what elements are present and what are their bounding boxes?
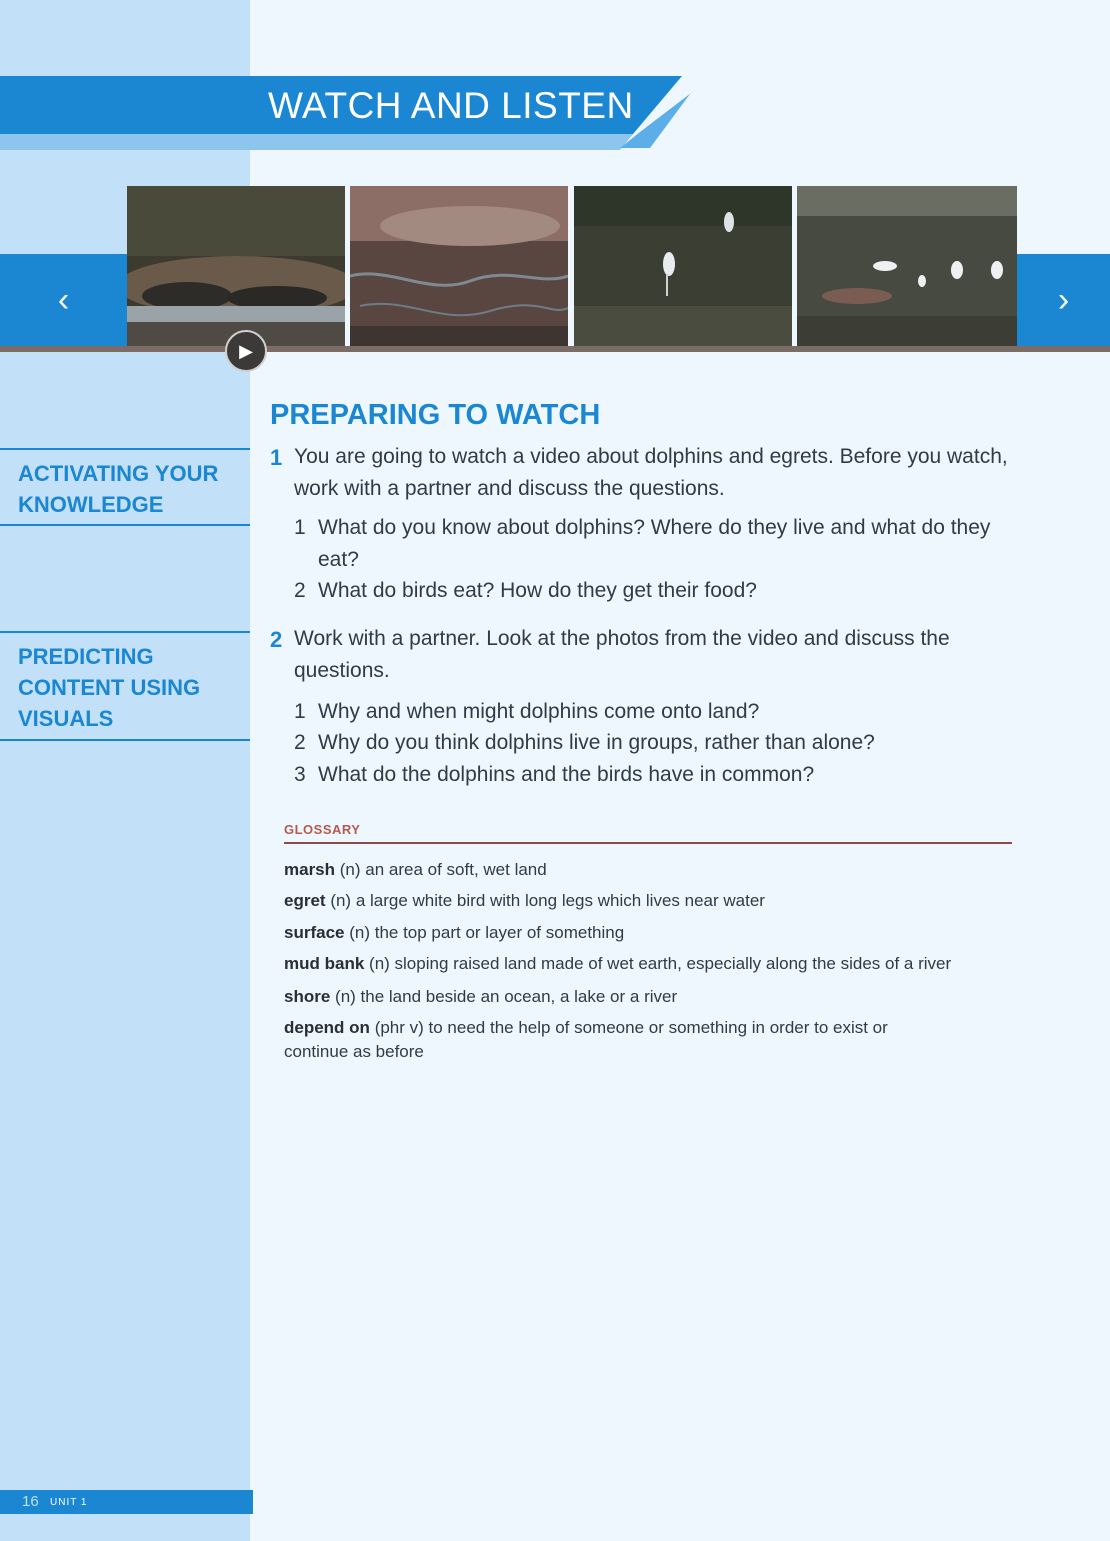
- glossary-definition: (n) sloping raised land made of wet earth, especially along the sides of a river: [369, 954, 952, 973]
- unit-label: UNIT 1: [50, 1497, 88, 1508]
- video-frame-4: [797, 186, 1017, 346]
- glossary-rule: [284, 842, 1012, 844]
- sub-question-text: Why and when might dolphins come onto land?: [318, 700, 760, 723]
- chevron-left-icon: ‹: [57, 280, 70, 319]
- sub-question-number: 2: [294, 731, 306, 754]
- sub-question-text: What do the dolphins and the birds have in common?: [318, 763, 815, 786]
- video-next-button[interactable]: [1017, 254, 1110, 346]
- glossary-title: GLOSSARY: [284, 822, 361, 837]
- glossary-definition: (n) the land beside an ocean, a lake or a river: [335, 987, 678, 1006]
- play-icon: ▶: [239, 340, 253, 361]
- glossary-term: depend on: [284, 1018, 370, 1037]
- sub-question-number: 3: [294, 763, 306, 786]
- section-heading: PREPARING TO WATCH: [270, 399, 601, 431]
- glossary-definition: (n) an area of soft, wet land: [339, 860, 547, 879]
- sidebar-label-activating: ACTIVATING YOUR KNOWLEDGE: [18, 461, 219, 517]
- glossary-entry: [284, 1016, 944, 1064]
- banner-title: WATCH AND LISTEN: [268, 85, 634, 126]
- glossary-entry: [284, 858, 1014, 882]
- sub-question-number: 2: [294, 579, 306, 602]
- chevron-right-icon: ›: [1057, 280, 1070, 319]
- sub-question-text: What do you know about dolphins? Where do they live and what do they eat?: [318, 516, 991, 571]
- question-text: Work with a partner. Look at the photos from the video and discuss the questions.: [294, 627, 950, 682]
- video-strip-rule: [0, 346, 1110, 352]
- video-frame-3: [574, 186, 792, 346]
- glossary-term: shore: [284, 987, 331, 1006]
- sidebar-label-predicting: PREDICTING CONTENT USING VISUALS: [18, 644, 201, 731]
- glossary-definition: (n) a large white bird with long legs which lives near water: [330, 891, 765, 910]
- glossary-entry: [284, 952, 1014, 976]
- glossary-entry: [284, 985, 1014, 1009]
- video-frame-1: [127, 186, 345, 346]
- video-frame-2: [350, 186, 568, 346]
- glossary-term: marsh: [284, 860, 336, 879]
- glossary-term: surface: [284, 923, 345, 942]
- glossary-term: mud bank: [284, 954, 365, 973]
- question-number: 2: [270, 627, 283, 652]
- question-text: You are going to watch a video about dolphins and egrets. Before you watch, work with a partner and discuss the questions.: [294, 445, 1008, 500]
- page-number: 16: [22, 1493, 39, 1510]
- question-number: 1: [270, 445, 283, 470]
- glossary-entry: [284, 921, 1014, 945]
- video-prev-button[interactable]: [0, 254, 127, 346]
- sub-question-text: What do birds eat? How do they get their food?: [318, 579, 757, 602]
- glossary-term: egret: [284, 891, 326, 910]
- video-play-button[interactable]: [225, 330, 267, 372]
- sub-question-text: Why do you think dolphins live in groups, rather than alone?: [318, 731, 875, 754]
- glossary-definition: (n) the top part or layer of something: [349, 923, 625, 942]
- sub-question-number: 1: [294, 700, 306, 723]
- sub-question-number: 1: [294, 516, 306, 539]
- glossary-entry: [284, 889, 1014, 913]
- glossary-definition: (phr v) to need the help of someone or something in order to exist or continue as before: [284, 1018, 888, 1061]
